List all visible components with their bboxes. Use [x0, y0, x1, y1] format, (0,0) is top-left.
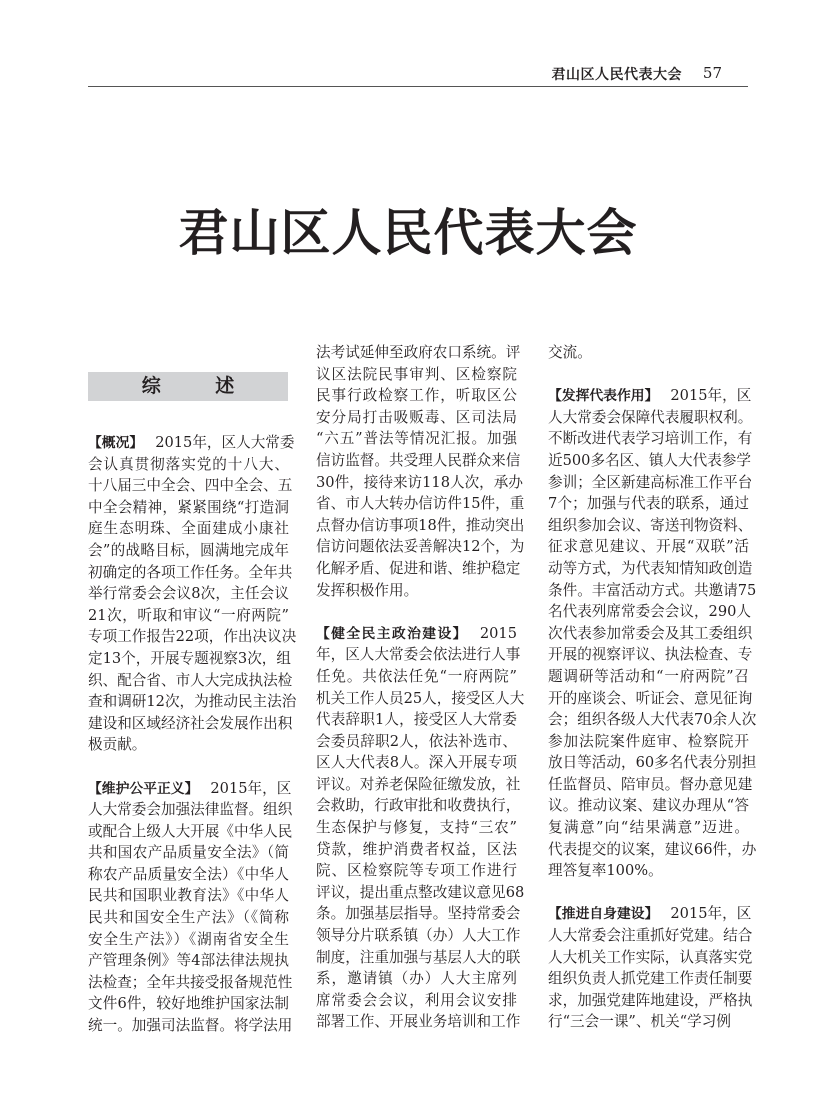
text-line: 人大机关工作实际，认真落实党 [548, 948, 753, 966]
text-line: 会救助，行政审批和收费执行， [316, 797, 521, 815]
text-line: 求，加强党建阵地建设，严格执 [548, 991, 753, 1009]
text-line: 会委员辞职2人，依法补选市、 [316, 732, 517, 750]
text-line: 行“三会一课”、机关“学习例 [548, 1013, 731, 1031]
paragraph [88, 778, 293, 1037]
text-line: 会”的战略目标，圆满地完成年 [88, 541, 289, 559]
text-line: 或配合上级人大开展《中华人民 [88, 822, 293, 840]
text-line: 组织参加会议、寄送刊物资料、 [548, 516, 753, 534]
text-line: 信访监督。共受理人民群众来信 [316, 451, 521, 469]
text-line: 评议。对养老保险征缴发放，社 [316, 775, 521, 793]
text-line [548, 385, 752, 407]
paragraph-label: 【概况】 [88, 435, 144, 451]
text-line: 21次，听取和审议“一府两院” [88, 606, 289, 624]
paragraph-continued [548, 342, 749, 364]
text-line: 中全会精神，紧紧围绕“打造洞 [88, 498, 289, 516]
text-line: 生态保护与修复，支持“三农” [316, 819, 517, 837]
text-line: 初确定的各项工作任务。全年共 [88, 563, 293, 581]
text-line: 代表辞职1人，接受区人大常委 [316, 711, 517, 729]
text-line: 省、市人大转办信访件15件，重 [316, 495, 525, 513]
text-line: 织、配合省、市人大完成执法检 [88, 671, 293, 689]
text-line: 定13个，开展专题视察3次，组 [88, 649, 291, 667]
text-line: 查和调研12次，为推动民主法治 [88, 693, 297, 711]
paragraph-label: 【发挥代表作用】 [548, 388, 659, 405]
text-line: 制度，注重加强与基层人大的联 [316, 948, 521, 966]
text-line: 条。加强基层指导。坚持常委会 [316, 905, 521, 923]
paragraph-lead: 2015年，区 [670, 387, 752, 405]
text-line: 领导分片联系镇（办）人大工作 [316, 927, 521, 945]
text-line: 开的座谈会、听证会、意见征询 [548, 689, 753, 707]
text-line: 部署工作、开展业务培训和工作 [316, 1013, 521, 1031]
column-2 [316, 342, 525, 1055]
running-header [88, 62, 748, 87]
text-line: 代表提交的议案，建议66件，办 [548, 840, 757, 858]
text-line: 不断改进代表学习培训工作，有 [548, 430, 753, 448]
text-line: 产管理条例》等4部法律法规执 [88, 952, 289, 970]
text-line: 参训；全区新建高标准工作平台 [548, 473, 753, 491]
text-line: 动等方式，为代表知情知政创造 [548, 559, 753, 577]
text-line: 区人大代表8人。深入开展专项 [316, 754, 517, 772]
text-line [316, 623, 517, 645]
text-line: 放日等活动，60多名代表分别担 [548, 754, 757, 772]
text-line: 法考试延伸至政府农口系统。评 [316, 344, 521, 361]
text-line: 参加法院案件庭审、检察院开 [548, 732, 749, 750]
text-line: 民共和国职业教育法》《中华人 [88, 887, 289, 905]
text-line: 法检查；全年共接受报备规范性 [88, 973, 293, 991]
section-heading: 综 述 [88, 372, 288, 401]
text-line [88, 778, 292, 800]
text-line: 举行常委会会议8次，主任会议 [88, 585, 289, 603]
text-line: 开展的视察评议、执法检查、专 [548, 646, 753, 664]
text-line: 年，区人大常委会依法进行人事 [316, 646, 521, 664]
text-line: 近500多名区、镇人大代表参学 [548, 451, 751, 469]
text-line: 庭生态明珠、全面建成小康社 [88, 520, 289, 538]
column-1 [88, 342, 297, 1058]
text-line: 理答复率100%。 [548, 862, 663, 880]
paragraph-lead: 2015年，区人大常委 [155, 434, 295, 451]
paragraph-lead: 2015年，区 [210, 779, 292, 797]
text-line: 任监督员、陪审员。督办意见建 [548, 775, 753, 793]
text-line: 机关工作人员25人，接受区人大 [316, 689, 525, 707]
text-line: 任免。共依法任免“一府两院” [316, 667, 517, 685]
text-line: 次代表参加常委会及其工委组织 [548, 624, 753, 642]
text-line: 题调研等活动和“一府两院”召 [548, 667, 749, 685]
text-line: 文件6件，较好地维护国家法制 [88, 995, 289, 1013]
text-line: 专项工作报告22项，作出决议决 [88, 628, 297, 646]
text-line: 发挥积极作用。 [316, 581, 419, 599]
text-line: 共和国农产品质量安全法》（简 [88, 844, 289, 862]
text-line: 议。推动议案、建议办理从“答 [548, 797, 749, 815]
text-line: 征求意见建议、开展“双联”活 [548, 538, 749, 556]
text-line: 评议，提出重点整改建议意见68 [316, 883, 525, 901]
text-line: 安全生产法》）《湖南省安全生 [88, 930, 289, 948]
text-line: 极贡献。 [88, 736, 147, 754]
text-line [548, 903, 752, 925]
text-line: 会；组织各级人大代表70余人次 [548, 711, 757, 729]
text-line: 十八届三中全会、四中全会、五 [88, 477, 293, 495]
text-line: 7个；加强与代表的联系，通过 [548, 495, 749, 513]
text-line: 系，邀请镇（办）人大主席列 [316, 970, 517, 988]
text-line: 席常委会会议，利用会议安排 [316, 991, 517, 1009]
text-line: 会认真贯彻落实党的十八大、 [88, 455, 289, 473]
text-line: 民事行政检察工作，听取区公 [316, 387, 517, 405]
text-line: 议区法院民事审判、区检察院 [316, 365, 517, 383]
text-line: 交流。 [548, 344, 592, 361]
text-line: 人大常委会保障代表履职权利。 [548, 408, 753, 426]
paragraph [548, 385, 757, 882]
text-line: 点督办信访事项18件，推动突出 [316, 516, 525, 534]
text-line: 信访问题依法妥善解决12个，为 [316, 538, 525, 556]
page-number: 57 [702, 64, 722, 82]
paragraph-continued [316, 342, 525, 601]
paragraph [316, 623, 525, 1033]
text-line: 条件。丰富活动方式。共邀请75 [548, 581, 757, 599]
text-line: “六五”普法等情况汇报。加强 [316, 430, 517, 448]
text-line: 院、区检察院等专项工作进行 [316, 862, 517, 880]
paragraph [88, 432, 297, 756]
text-line: 复满意”向“结果满意”迈进。 [548, 819, 749, 837]
text-line: 安分局打击吸贩毒、区司法局 [316, 408, 517, 426]
column-3 [548, 342, 757, 1055]
text-line [88, 432, 295, 454]
paragraph-label: 【维护公平正义】 [88, 780, 199, 797]
text-line: 人大常委会加强法律监督。组织 [88, 801, 293, 819]
paragraph-lead: 2015 [479, 624, 517, 642]
text-line: 化解矛盾、促进和谐、维护稳定 [316, 559, 521, 577]
page-title: 君山区人民代表大会 [178, 203, 638, 262]
text-line: 名代表列席常委会会议，290人 [548, 603, 751, 621]
text-line: 民共和国安全生产法》（《简称 [88, 909, 289, 927]
paragraph-label: 【推进自身建设】 [548, 906, 659, 923]
paragraph-lead: 2015年，区 [670, 905, 752, 923]
text-line: 建设和区域经济社会发展作出积 [88, 714, 293, 732]
text-line: 30件，接待来访118人次，承办 [316, 473, 523, 491]
text-line: 统一。加强司法监督。将学法用 [88, 1017, 293, 1035]
text-line: 人大常委会注重抓好党建。结合 [548, 927, 753, 945]
paragraph [548, 903, 753, 1033]
text-line: 称农产品质量安全法）《中华人 [88, 865, 289, 883]
running-title: 君山区人民代表大会 [551, 67, 682, 83]
paragraph-label: 【健全民主政治建设】 [316, 625, 468, 642]
text-line: 组织负责人抓党建工作责任制要 [548, 970, 753, 988]
text-line: 贷款，维护消费者权益，区法 [316, 840, 517, 858]
